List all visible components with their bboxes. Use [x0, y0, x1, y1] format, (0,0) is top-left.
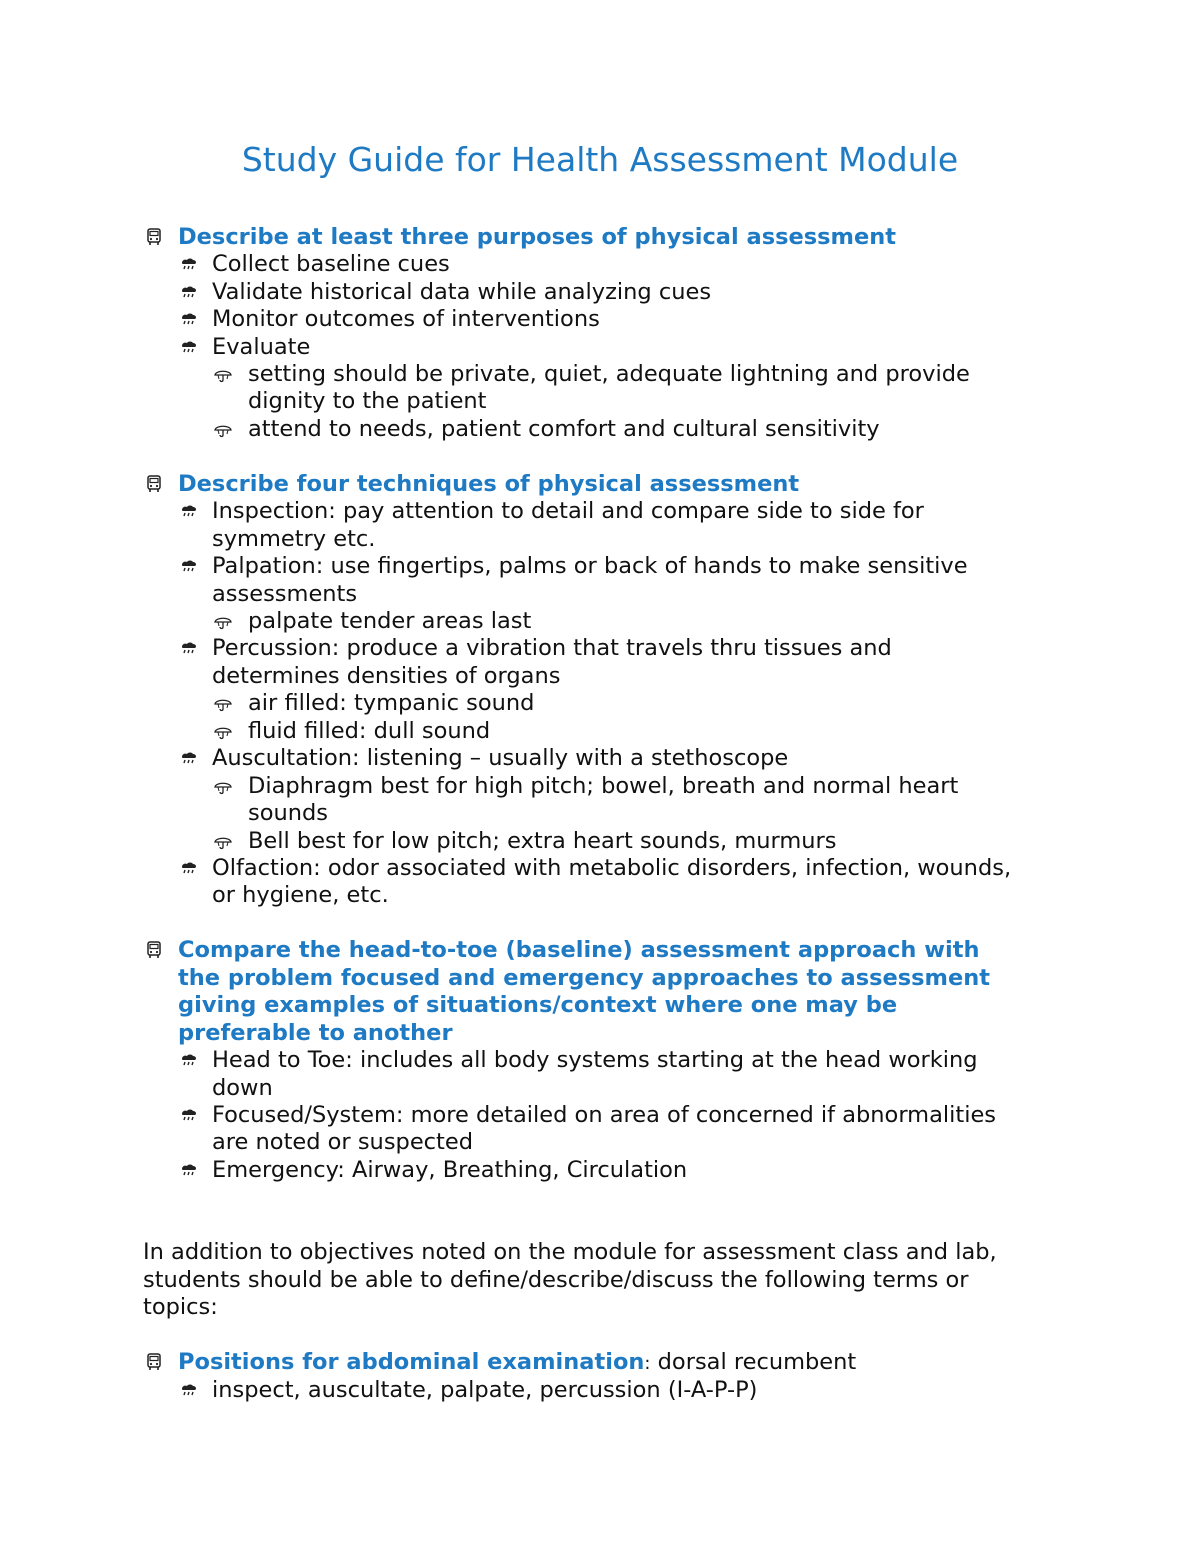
section-heading: Compare the head-to-toe (baseline) assessment approach with [178, 937, 980, 963]
list-item-text: Palpation: use fingertips, palms or back of hands to make sensitive [212, 553, 968, 579]
list-item-text: down [212, 1075, 273, 1101]
sub-list-item-text: dignity to the patient [248, 388, 487, 414]
cloud-rain-icon [180, 1108, 198, 1122]
list-item-text: Inspection: pay attention to detail and compare side to side for [212, 498, 924, 524]
sub-list-item-text: attend to needs, patient comfort and cultural sensitivity [248, 416, 880, 442]
list-item-text: Monitor outcomes of interventions [212, 306, 600, 332]
list-item-text: Collect baseline cues [212, 251, 450, 277]
sub-list-item-text: fluid filled: dull sound [248, 718, 491, 744]
list-item-text: Olfaction: odor associated with metabolic disorders, infection, wounds, [212, 855, 1012, 881]
list-item-text: assessments [212, 581, 358, 607]
page-title: Study Guide for Health Assessment Module [241, 140, 959, 179]
list-item-text: Auscultation: listening – usually with a stethoscope [212, 745, 789, 771]
list-item-text: are noted or suspected [212, 1129, 473, 1155]
umbrella-icon [214, 614, 232, 630]
position-value: dorsal recumbent [650, 1349, 857, 1375]
cloud-rain-icon [180, 559, 198, 573]
cloud-rain-icon [180, 285, 198, 299]
paragraph-text: In addition to objectives noted on the module for assessment class and lab, [143, 1239, 997, 1265]
umbrella-icon [214, 367, 232, 383]
umbrella-icon [214, 779, 232, 795]
list-item-text: Head to Toe: includes all body systems starting at the head working [212, 1047, 978, 1073]
list-item-text: Validate historical data while analyzing cues [212, 279, 712, 305]
cloud-rain-icon [180, 1383, 198, 1397]
list-item-text: inspect, auscultate, palpate, percussion (I-A-P-P) [212, 1377, 758, 1403]
positions-line [178, 1349, 856, 1377]
cloud-rain-icon [180, 751, 198, 765]
list-item-text: determines densities of organs [212, 663, 561, 689]
section-heading: giving examples of situations/context where one may be [178, 992, 898, 1018]
list-item-text: or hygiene, etc. [212, 882, 389, 908]
list-item-text: Evaluate [212, 334, 311, 360]
cloud-rain-icon [180, 312, 198, 326]
paragraph-text: students should be able to define/describe/discuss the following terms or [143, 1267, 969, 1293]
cloud-rain-icon [180, 641, 198, 655]
bus-icon [146, 941, 162, 959]
bus-icon [146, 1353, 162, 1371]
umbrella-icon [214, 696, 232, 712]
section-heading: Describe at least three purposes of physical assessment [178, 224, 897, 250]
umbrella-icon [214, 724, 232, 740]
bus-icon [146, 228, 162, 246]
section-heading: the problem focused and emergency approaches to assessment [178, 965, 991, 991]
cloud-rain-icon [180, 504, 198, 518]
list-item-text: Percussion: produce a vibration that travels thru tissues and [212, 635, 892, 661]
sub-list-item-text: setting should be private, quiet, adequate lightning and provide [248, 361, 970, 387]
list-item-text: Emergency: Airway, Breathing, Circulation [212, 1157, 688, 1183]
cloud-rain-icon [180, 340, 198, 354]
cloud-rain-icon [180, 1053, 198, 1067]
sub-list-item-text: air filled: tympanic sound [248, 690, 535, 716]
umbrella-icon [214, 834, 232, 850]
sub-list-item-text: Diaphragm best for high pitch; bowel, breath and normal heart [248, 773, 959, 799]
section-heading: preferable to another [178, 1020, 453, 1046]
section-heading: Describe four techniques of physical assessment [178, 471, 800, 497]
bus-icon [146, 475, 162, 493]
umbrella-icon [214, 422, 232, 438]
sub-list-item-text: Bell best for low pitch; extra heart sounds, murmurs [248, 828, 837, 854]
cloud-rain-icon [180, 861, 198, 875]
separator: : [644, 1353, 651, 1374]
cloud-rain-icon [180, 257, 198, 271]
sub-list-item-text: sounds [248, 800, 329, 826]
list-item-text: Focused/System: more detailed on area of concerned if abnormalities [212, 1102, 997, 1128]
sub-list-item-text: palpate tender areas last [248, 608, 532, 634]
section-heading: Positions for abdominal examination [178, 1349, 645, 1375]
paragraph-text: topics: [143, 1294, 218, 1320]
cloud-rain-icon [180, 1163, 198, 1177]
list-item-text: symmetry etc. [212, 526, 376, 552]
